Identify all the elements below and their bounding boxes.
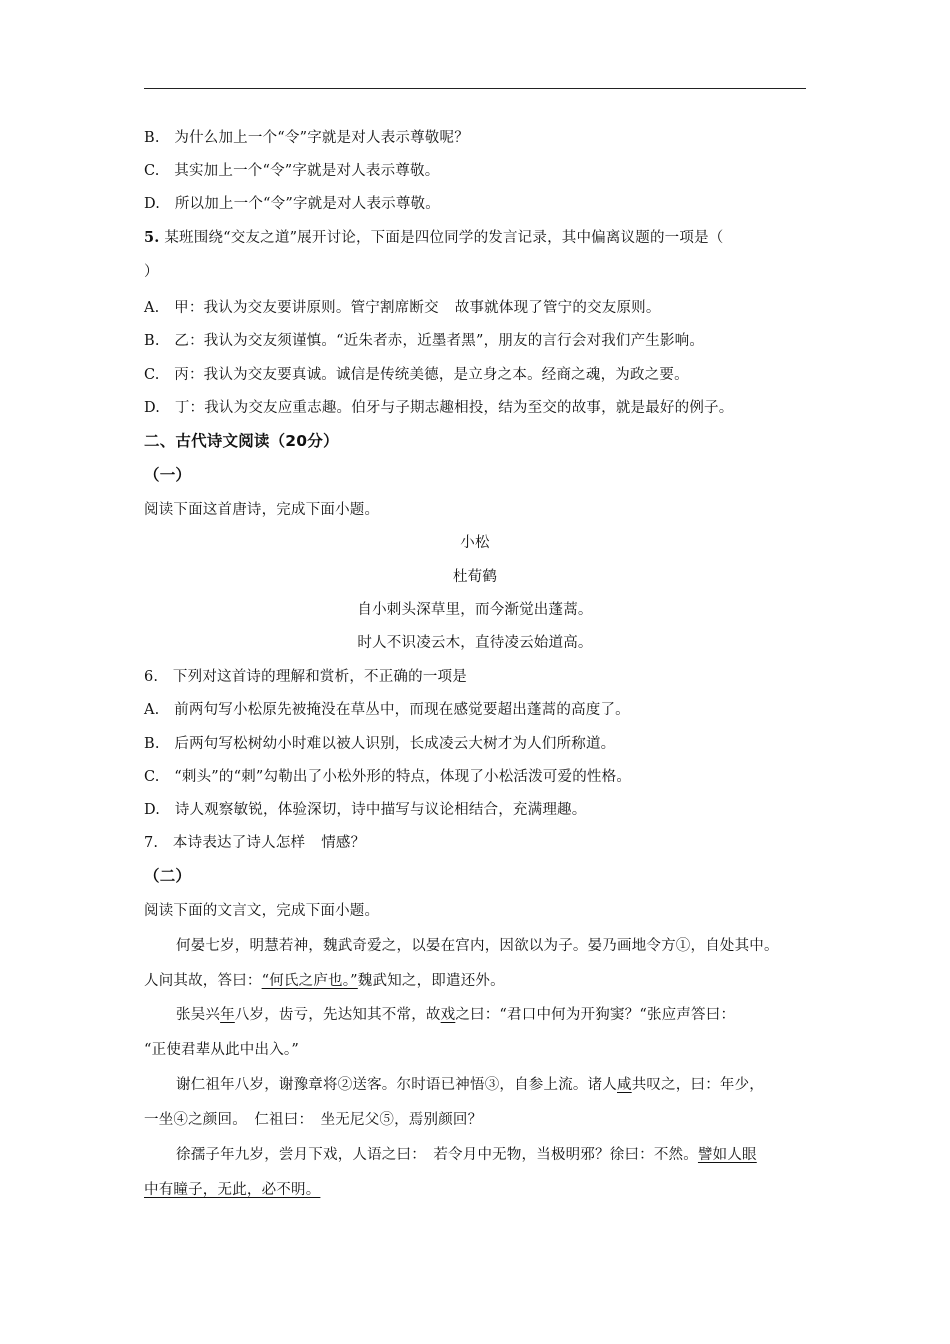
- passage-3-text-b: 共叹之，曰：年少，: [631, 1077, 765, 1093]
- q5-option-b: B. 乙：我认为交友须谨慎。“近朱者赤，近墨者黑”，朋友的言行会对我们产生影响。: [144, 333, 705, 349]
- q6-option-a: A. 前两句写小松原先被掩没在草丛中，而现在感觉要超出蓬蒿的高度了。: [144, 702, 630, 718]
- q5-stem-end: ）: [144, 264, 159, 280]
- underlined-word-nian: 年: [220, 1007, 235, 1023]
- header-rule: [144, 88, 806, 89]
- poem-line-1: 自小刺头深草里，而今渐觉出蓬蒿。: [357, 602, 593, 618]
- passage-1-line-1: 何晏七岁，明慧若神，魏武奇爱之，以晏在宫内，因欲以为子。晏乃画地令方①，自处其中。: [176, 938, 779, 954]
- q5-stem: [144, 228, 723, 248]
- q6-option-d: D. 诗人观察敏锐，体验深切，诗中描写与议论相结合，充满理趣。: [144, 802, 587, 818]
- underlined-word-xi: 戏: [440, 1007, 456, 1023]
- underlined-quote: “何氏之庐也。”: [261, 973, 358, 989]
- section-heading: 二、古代诗文阅读（20分）: [144, 432, 339, 450]
- q6-stem: 6. 下列对这首诗的理解和赏析，不正确的一项是: [144, 669, 467, 685]
- part-two-heading: （二）: [144, 867, 192, 885]
- q4-option-b: B. 为什么加上一个“令”字就是对人表示尊敬呢？: [144, 130, 469, 146]
- passage-2-text-b: 八岁，齿亏，先达知其不常，故: [234, 1007, 441, 1023]
- q7-stem-part2: 情感？: [321, 835, 366, 851]
- passage-3-line-1: [176, 1075, 764, 1095]
- q4-option-c: C. 其实加上一个“令”字就是对人表示尊敬。: [144, 163, 440, 179]
- part-one-heading: （一）: [144, 466, 192, 484]
- passage-1-line-2: [144, 971, 505, 991]
- poem-title: 小松: [460, 535, 490, 551]
- q6-option-c: C. “刺头”的“刺”勾勒出了小松外形的特点，体现了小松活泼可爱的性格。: [144, 769, 632, 785]
- poem-intro: 阅读下面这首唐诗，完成下面小题。: [144, 502, 380, 518]
- q7-stem: [144, 833, 365, 853]
- poem-author: 杜荀鹤: [452, 569, 498, 585]
- q7-stem-part1: 7. 本诗表达了诗人怎样: [144, 835, 306, 851]
- passage-4-line-2: [144, 1180, 320, 1200]
- passage-2-line-2: “正使君辈从此中出入。”: [144, 1042, 299, 1058]
- underlined-sentence-part1: 譬如人眼: [697, 1147, 757, 1163]
- q5-option-d: D. 丁：我认为交友应重志趣。伯牙与子期志趣相投，结为至交的故事，就是最好的例子。: [144, 400, 734, 416]
- poem-line-2: 时人不识凌云木，直待凌云始道高。: [357, 635, 593, 651]
- passage-2-text-c: 之曰：“君口中何为开狗窦？“张应声答曰：: [455, 1007, 736, 1023]
- q6-option-b: B. 后两句写松树幼小时难以被人识别，长成凌云大树才为人们所称道。: [144, 736, 616, 752]
- q5-option-c: C. 丙：我认为交友要真诚。诚信是传统美德，是立身之本。经商之魂，为政之要。: [144, 367, 689, 383]
- passage-2-text-a: 张吴兴: [176, 1007, 221, 1023]
- passage-3-text-a: 谢仁祖年八岁，谢豫章将②送客。尔时语已神悟③，自参上流。诸人: [176, 1077, 617, 1093]
- passage-1-text-end: 魏武知之，即遣还外。: [357, 973, 505, 989]
- q5-number: 5.: [144, 229, 160, 246]
- passage-4-line-1: [176, 1145, 757, 1165]
- q5-option-a-part1: A. 甲：我认为交友要讲原则。管宁割席断交: [144, 300, 439, 316]
- underlined-word-xian: 咸: [617, 1077, 632, 1093]
- passage-3-line-2: 一坐④之颜回。 仁祖曰： 坐无尼父⑤，焉别颜回？: [144, 1112, 483, 1128]
- q5-option-a-part2: 故事就体现了管宁的交友原则。: [454, 300, 661, 316]
- q5-stem-text: 某班围绕“交友之道”展开讨论，下面是四位同学的发言记录，其中偏离议题的一项是（: [164, 230, 724, 246]
- passage-1-text: 人问其故，答曰：: [144, 973, 262, 989]
- q5-option-a: [144, 298, 661, 318]
- underlined-sentence-part2: 中有瞳子，无此，必不明。: [144, 1182, 321, 1198]
- passage-2-line-1: [176, 1005, 735, 1025]
- q4-option-d: D. 所以加上一个“令”字就是对人表示尊敬。: [144, 196, 440, 212]
- prose-intro: 阅读下面的文言文，完成下面小题。: [144, 903, 380, 919]
- passage-4-text-a: 徐孺子年九岁，尝月下戏，人语之曰： 若令月中无物，当极明邪？徐曰：不然。: [176, 1147, 698, 1163]
